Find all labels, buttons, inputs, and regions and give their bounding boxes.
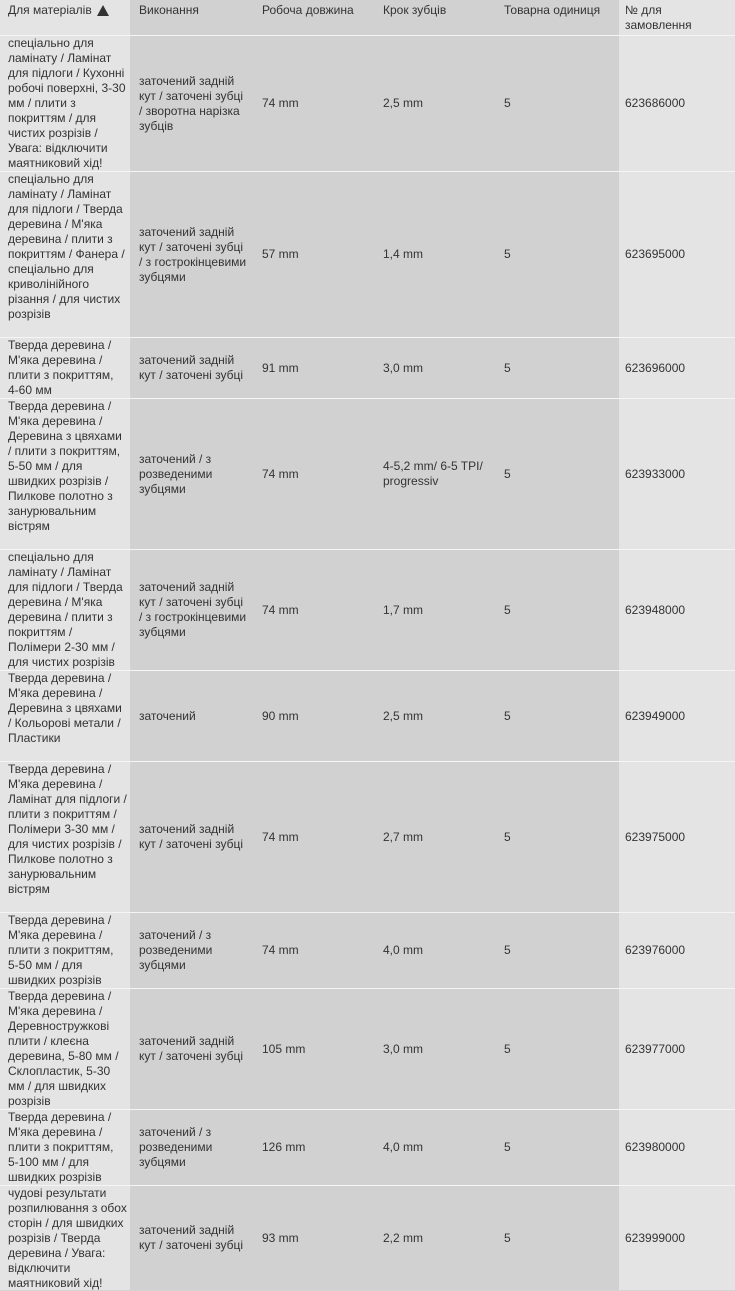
- cell-execution: заточений / з розведеними зубцями: [139, 928, 213, 972]
- cell-length: 57 mm: [262, 247, 299, 261]
- cell-execution: заточений задній кут / заточені зубці: [139, 1223, 244, 1252]
- cell-material: Тверда деревина / М'яка деревина / Ламінат для підлоги / плити з покриттям / Полімери 3-30 мм / для чистих розрізів / Пилкове полотно з занурювальним вістрям: [8, 762, 127, 896]
- table-row: [0, 671, 735, 762]
- cell-order-number: 623695000: [625, 247, 686, 261]
- cell-unit: 5: [504, 1230, 511, 1245]
- cell-order-number: 623999000: [625, 1230, 686, 1245]
- cell-length: 74 mm: [262, 96, 299, 110]
- table-header: [0, 0, 735, 36]
- cell-unit: 5: [504, 247, 511, 261]
- cell-order-number: 623975000: [625, 829, 686, 844]
- table-row: [0, 1110, 735, 1186]
- cell-material: Тверда деревина / М'яка деревина / Деревина з цвяхами / плити з покриттям, 5-50 мм / для швидких розрізів / Пилкове полотно з занурювальним вістрям: [8, 399, 122, 533]
- cell-pitch: 2,7 mm: [383, 829, 424, 844]
- cell-order-number: 623948000: [625, 602, 686, 617]
- cell-pitch: 4-5,2 mm/ 6-5 TPI/ progressiv: [383, 459, 483, 488]
- cell-pitch: 2,2 mm: [383, 1230, 424, 1245]
- cell-pitch: 1,7 mm: [383, 602, 424, 617]
- header-pitch[interactable]: Крок зубців: [383, 3, 447, 17]
- header-material[interactable]: [0, 0, 131, 35]
- cell-order-number: 623977000: [625, 1041, 686, 1056]
- cell-unit: 5: [504, 829, 511, 844]
- cell-unit: 5: [504, 1041, 511, 1056]
- table-row: [0, 550, 735, 671]
- cell-pitch: 2,5 mm: [383, 96, 424, 110]
- cell-length: 74 mm: [262, 602, 299, 617]
- cell-material: спеціально для ламінату / Ламінат для підлоги / Кухонні робочі поверхні, 3-30 мм / плити з покриттям / для чистих розрізів / Увага: відключити маятниковий хід!: [8, 36, 126, 170]
- table-row: [0, 762, 735, 913]
- cell-execution: заточений задній кут / заточені зубці / з гострокінцевими зубцями: [139, 580, 247, 639]
- table-row: [0, 1186, 735, 1290]
- cell-unit: 5: [504, 708, 511, 723]
- cell-order-number: 623949000: [625, 708, 686, 723]
- cell-execution: заточений задній кут / заточені зубці: [139, 1034, 244, 1063]
- cell-order-number: 623980000: [625, 1140, 686, 1154]
- cell-material: Тверда деревина / М'яка деревина / плити з покриттям, 5-50 мм / для швидких розрізів: [8, 913, 114, 987]
- cell-execution: заточений / з розведеними зубцями: [139, 1125, 213, 1169]
- table-row: [0, 338, 735, 399]
- cell-unit: 5: [504, 1140, 511, 1154]
- table-row: [0, 989, 735, 1110]
- cell-material: спеціально для ламінату / Ламінат для підлоги / Тверда деревина / М'яка деревина / плити з покриттям / Фанера / спеціально для криволінійного різання / для чистих розрізів: [8, 172, 125, 321]
- cell-order-number: 623976000: [625, 943, 686, 957]
- cell-material: Тверда деревина / М'яка деревина / Деревина з цвяхами / Кольорові метали / Пластики: [8, 671, 122, 745]
- cell-unit: 5: [504, 96, 511, 110]
- cell-order-number: 623696000: [625, 360, 686, 375]
- cell-material: чудові результати розпилювання з обох сторін / для швидких розрізів / Тверда деревина / Увага: відключити маятниковий хід!: [8, 1186, 127, 1290]
- cell-unit: 5: [504, 602, 511, 617]
- cell-length: 93 mm: [262, 1230, 299, 1245]
- cell-execution: заточений задній кут / заточені зубці / зворотна нарізка зубців: [139, 73, 244, 133]
- table-row: [0, 36, 735, 172]
- header-execution[interactable]: Виконання: [139, 3, 199, 17]
- cell-length: 91 mm: [262, 360, 299, 375]
- cell-pitch: 2,5 mm: [383, 708, 424, 723]
- cell-pitch: 4,0 mm: [383, 943, 424, 957]
- cell-order-number: 623933000: [625, 466, 686, 481]
- cell-length: 90 mm: [262, 708, 299, 723]
- cell-unit: 5: [504, 360, 511, 375]
- cell-material: Тверда деревина / М'яка деревина / Деревностружкові плити / клеєна деревина, 5-80 мм / Склопластик, 5-30 мм / для швидких розрізів: [8, 989, 119, 1108]
- cell-material: Тверда деревина / М'яка деревина / плити з покриттям, 4-60 мм: [8, 338, 114, 397]
- cell-unit: 5: [504, 943, 511, 957]
- cell-pitch: 1,4 mm: [383, 247, 424, 261]
- cell-execution: заточений задній кут / заточені зубці: [139, 353, 244, 382]
- cell-length: 74 mm: [262, 466, 299, 481]
- sort-ascending-icon[interactable]: [97, 5, 109, 16]
- cell-material: спеціально для ламінату / Ламінат для підлоги / Тверда деревина / М'яка деревина / плити з покриттям / Полімери 2-30 мм / для чистих розрізів: [8, 550, 123, 669]
- cell-length: 105 mm: [262, 1041, 306, 1056]
- header-order-number[interactable]: № для замовлення: [625, 3, 692, 32]
- table-row: [0, 172, 735, 338]
- table-row: [0, 399, 735, 550]
- cell-execution: заточений задній кут / заточені зубці / з гострокінцевими зубцями: [139, 224, 247, 284]
- cell-execution: заточений: [139, 708, 196, 723]
- table-row: [0, 913, 735, 989]
- header-length[interactable]: Робоча довжина: [262, 3, 354, 17]
- cell-pitch: 3,0 mm: [383, 360, 424, 375]
- header-unit[interactable]: Товарна одиниця: [504, 3, 601, 17]
- cell-pitch: 3,0 mm: [383, 1041, 424, 1056]
- cell-material: Тверда деревина / М'яка деревина / плити з покриттям, 5-100 мм / для швидких розрізів: [8, 1110, 114, 1184]
- cell-execution: заточений задній кут / заточені зубці: [139, 822, 244, 851]
- cell-length: 126 mm: [262, 1140, 306, 1154]
- cell-length: 74 mm: [262, 943, 299, 957]
- header-material-label: Для матеріалів: [8, 3, 92, 17]
- cell-order-number: 623686000: [625, 96, 686, 110]
- cell-pitch: 4,0 mm: [383, 1140, 424, 1154]
- cell-length: 74 mm: [262, 829, 299, 844]
- cell-execution: заточений / з розведеними зубцями: [139, 451, 213, 496]
- cell-unit: 5: [504, 466, 511, 481]
